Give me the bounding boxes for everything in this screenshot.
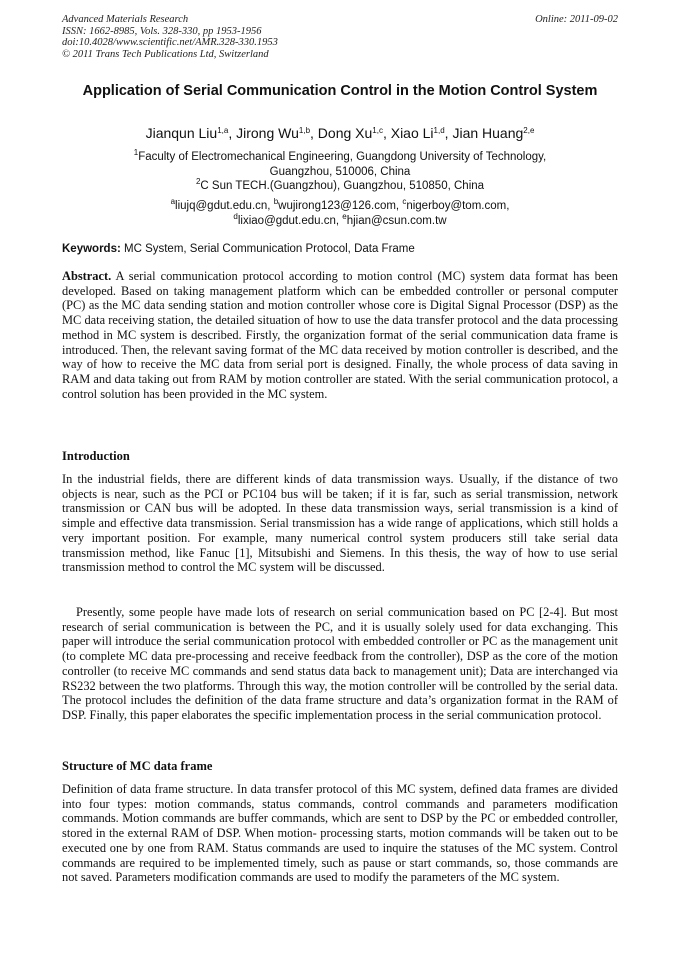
affiliation-1: $^1$Faculty of Electromechanical Engineering, Guangdong University of Technology, <box>133 148 547 163</box>
journal-header <box>62 14 618 60</box>
affiliation-1-city: Guangzhou, 510006, China <box>269 165 411 178</box>
intro-paragraph-1: In the industrial fields, there are different kinds of data transmission ways. Usually, if the distance of two objects is near, such as the PCI or PC104 bus will be taken; if it is far, such as serial transmission, network transmission or CAN bus will be adopted. In these data transmission ways, serial transmission is a kind of simple and effective data transmission. Serial transmission has a wide range of applications, which still holds a very important position. For example, many numerical control system producers still take serial data transmission method, like Fanuc [1], Mitsubishi and Siemens. In this thesis, the way of how to use serial transmission method to control the MC system will be discussed. <box>62 472 618 575</box>
author-name: Xiao Li <box>390 125 434 141</box>
keywords-label: Keywords: <box>62 243 121 255</box>
journal-doi: doi:10.4028/www.scientific.net/AMR.328-330.1953 <box>62 37 278 48</box>
author-list: Jianqun Liu$^{1,a}$, Jirong Wu$^{1,b}$, Dong Xu$^{1,c}$, Xiao Li$^{1,d}$, Jian Huang$^{2,e}$ <box>145 125 535 141</box>
author-emails: $^a$liujq@gdut.edu.cn, $^b$wujirong123@126.com, $^c$nigerboy@tom.com, $^d$lixiao@gdut.edu.cn, $^e$hjian@csun.com.tw <box>170 197 510 227</box>
email-link: lixiao@gdut.edu.cn, <box>237 214 343 227</box>
affiliations <box>62 150 618 194</box>
email-link: hjian@csun.com.tw <box>346 214 447 227</box>
abstract <box>62 269 618 401</box>
keywords-text: MC System, Serial Communication Protocol, Data Frame <box>120 243 415 255</box>
author-name: Dong Xu <box>317 125 373 141</box>
author-affil-sup: 1,a <box>217 126 229 135</box>
paper-title: Application of Serial Communication Control in the Motion Control System <box>82 83 598 99</box>
journal-copyright: © 2011 Trans Tech Publications Ltd, Switzerland <box>62 48 269 60</box>
journal-name: Advanced Materials Research <box>62 14 189 25</box>
abstract-text: A serial communication protocol according to motion control (MC) system data format has been developed. Based on taking management platform which can be embedded controller or personal computer (PC) as the MC data sending station and motion controller whose core is Digital Signal Processor (DSP) as the MC data receiving station, the detailed situation of how to use the data transfer protocol and the data processing method in MC system is described. Firstly, the organization format of the serial communication data frame is introduced. Then, the relevant saving format of the MC data received by motion controller is described, and the way of how to receive the MC data from serial port is designed. Finally, the whole process of data saving in RAM and data taking out from RAM by motion controller are stated. With the serial communication protocol, a control solution has been provided in the MC system. <box>62 269 618 401</box>
author-name: Jirong Wu <box>236 125 299 141</box>
section-heading-structure: Structure of MC data frame <box>62 759 213 773</box>
email-link: liujq@gdut.edu.cn, <box>175 200 274 212</box>
keywords <box>62 242 618 256</box>
section-heading-introduction: Introduction <box>62 449 130 463</box>
author-affil-sup: 1,b <box>298 126 311 135</box>
author-affil-sup: 1,d <box>433 126 445 135</box>
author-name: Jian Huang <box>452 125 524 141</box>
intro-paragraph-2: Presently, some people have made lots of research on serial communication based on PC [2-4]. But most research of serial communication is between the PC, and it is usually solely used for data exchanging. This paper will introduce the serial communication protocol with embedded controller or PC as the management unit (to complete MC data pre-processing and receive feedback from the controller), DSP as the core of the motion controller (to receive MC commands and send status data back to management unit); Data are interchanged via RS232 between the two platforms. Through this way, the motion controller will be controlled by the serial data. The protocol includes the definition of the data frame structure and data’s organization format in the RAM of DSP. Finally, this paper elaborates the specific implementation process in the serial communication protocol. <box>62 605 618 722</box>
author-name: Jianqun Liu <box>145 125 218 141</box>
journal-issn: ISSN: 1662-8985, Vols. 328-330, pp 1953-1956 <box>62 25 262 37</box>
online-date: Online: 2011-09-02 <box>535 14 618 25</box>
structure-paragraph-1: Definition of data frame structure. In data transfer protocol of this MC system, defined data frames are divided into four types: motion commands, status commands, control commands and parameters modification commands. Motion commands are buffer commands, which are sent to DSP by the PC or embedded controller, stored in the external RAM of DSP. When motion- processing starts, motion commands will be taken out to be executed one by one from RAM. Status commands are used to inquire the statuses of the MC system. Control commands are required to be implemented timely, such as pause or start commands, so, those commands are not saved. Parameters modification commands are used to modify the parameters of the MC system. <box>62 782 618 885</box>
email-link: wujirong123@126.com, <box>278 200 403 212</box>
author-affil-sup: 1,c <box>372 126 383 135</box>
author-affil-sup: 2,e <box>523 126 535 135</box>
affiliation-2: $^2$C Sun TECH.(Guangzhou), Guangzhou, 510850, China <box>195 177 485 192</box>
email-link: nigerboy@tom.com, <box>406 200 510 212</box>
abstract-label: Abstract. <box>62 269 112 283</box>
